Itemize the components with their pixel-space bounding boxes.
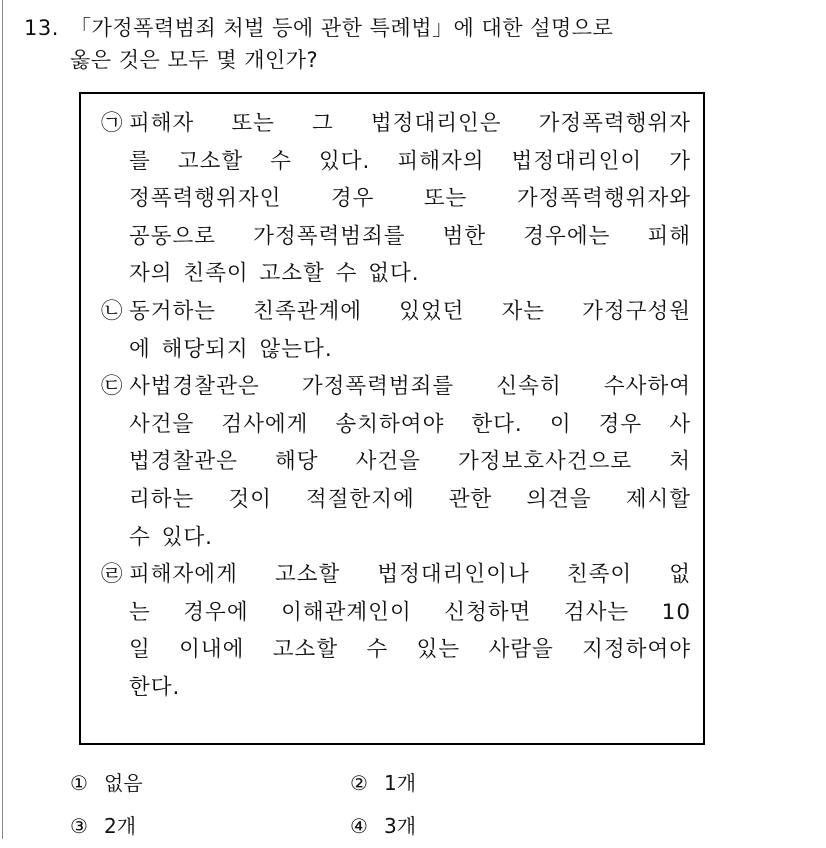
- statement-line: 사건을 검사에게 송치하여야 한다. 이 경우 사: [129, 411, 691, 437]
- statement-marker-circled-nieun: ㉡: [101, 298, 124, 324]
- statement-line: 에 해당되지 않는다.: [129, 336, 333, 362]
- statement-text: [129, 556, 691, 706]
- statement-line: 한다.: [129, 674, 181, 700]
- choice-label: 2개: [104, 814, 137, 838]
- statement-text: [129, 105, 691, 293]
- choice-label: 1개: [384, 771, 417, 795]
- choice-number: ③: [70, 814, 88, 838]
- statement-marker-circled-giyeok: ㉠: [101, 111, 124, 136]
- statement-line: 수 있다.: [129, 524, 213, 550]
- statement-line: 정폭력행위자인 경우 또는 가정폭력행위자와: [129, 186, 691, 212]
- statement-line: 동거하는 친족관계에 있었던 자는 가정구성원: [129, 298, 691, 324]
- statement-line: 사법경찰관은 가정폭력범죄를 신속히 수사하여: [129, 374, 691, 400]
- choice-label: 3개: [384, 814, 417, 838]
- page-left-border: [2, 0, 3, 839]
- choice-2[interactable]: [350, 762, 630, 805]
- question-number: 13.: [24, 16, 59, 40]
- question-line-1: [24, 12, 804, 44]
- choice-3[interactable]: [70, 805, 350, 848]
- statement-line: 피해자 또는 그 법정대리인은 가정폭력행위자: [129, 111, 691, 136]
- statement-line: 리하는 것이 적절한지에 관한 의견을 제시할: [129, 486, 691, 512]
- question-text-line-2: 옳은 것은 모두 몇 개인가?: [70, 48, 319, 72]
- choice-label: 없음: [104, 771, 143, 795]
- statement-line: 일 이내에 고소할 수 있는 사람을 지정하여야: [129, 637, 691, 663]
- statement-line: 를 고소할 수 있다. 피해자의 법정대리인이 가: [129, 148, 691, 174]
- choice-1[interactable]: [70, 762, 350, 805]
- statement-b: [101, 293, 691, 368]
- statement-marker-circled-rieul: ㉣: [101, 562, 124, 588]
- statement-list: [101, 105, 691, 707]
- statement-line: 피해자에게 고소할 법정대리인이나 친족이 없: [129, 562, 691, 588]
- question-text-line-1: 「가정폭력범죄 처벌 등에 관한 특례법」에 대한 설명으로: [70, 16, 614, 40]
- choice-number: ①: [70, 771, 88, 795]
- statement-box: [79, 92, 705, 745]
- answer-choices: [70, 762, 630, 848]
- statement-a: [101, 105, 691, 293]
- statement-line: 공동으로 가정폭력범죄를 범한 경우에는 피해: [129, 223, 691, 249]
- question-stem: [24, 12, 804, 76]
- statement-text: [129, 368, 691, 556]
- statement-marker-circled-digeut: ㉢: [101, 374, 124, 400]
- choice-row: [70, 805, 630, 848]
- statement-line: 는 경우에 이해관계인이 신청하면 검사는 10: [129, 599, 691, 625]
- choice-4[interactable]: [350, 805, 630, 848]
- statement-line: 법경찰관은 해당 사건을 가정보호사건으로 처: [129, 449, 691, 475]
- statement-line: 자의 친족이 고소할 수 없다.: [129, 261, 420, 287]
- statement-c: [101, 368, 691, 556]
- choice-number: ④: [350, 814, 368, 838]
- choice-row: [70, 762, 630, 805]
- choice-number: ②: [350, 771, 368, 795]
- statement-d: [101, 556, 691, 706]
- statement-text: [129, 293, 691, 368]
